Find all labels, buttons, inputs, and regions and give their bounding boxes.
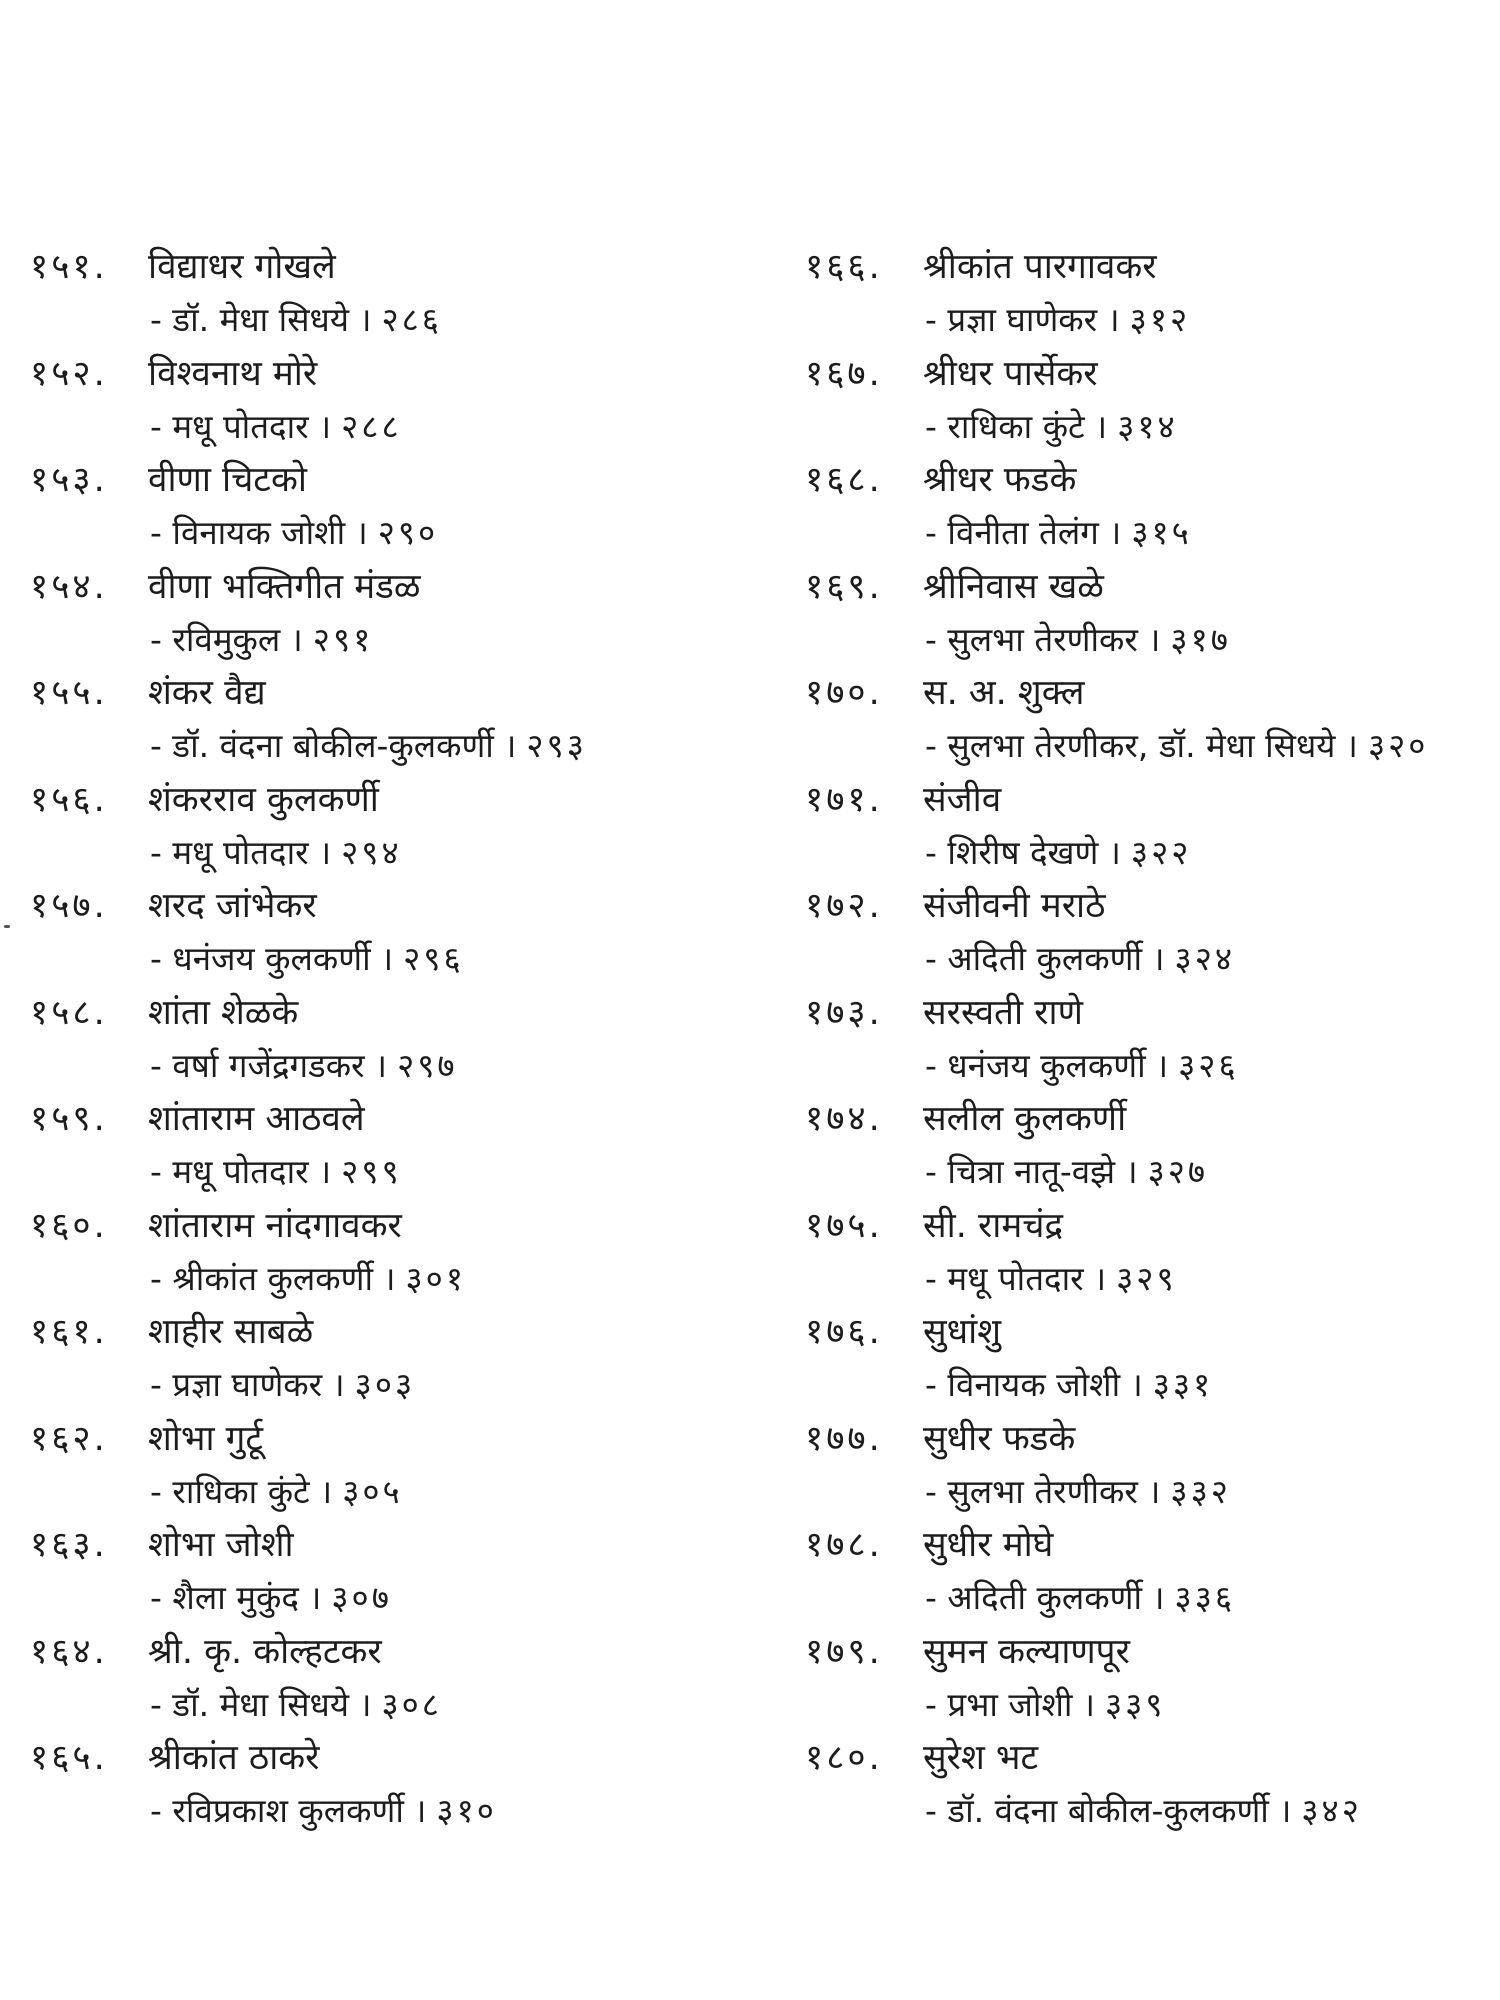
entry-author: प्रज्ञा घाणेकर — [947, 300, 1098, 339]
index-entry: १५९. शांताराम आठवले - मधू पोतदार । २९९ — [30, 1092, 770, 1199]
entry-number: १८०. — [805, 1738, 883, 1778]
entry-author: डॉ. वंदना बोकील-कुलकर्णी — [947, 1791, 1269, 1830]
entry-author: मधू पोतदार — [172, 832, 309, 872]
entry-page: २९४ — [341, 832, 402, 872]
entry-title: सलील कुलकर्णी — [923, 1099, 1127, 1139]
index-entry: १७६. सुधांशु - विनायक जोशी । ३३१ — [805, 1305, 1495, 1412]
entry-title: श्रीकांत ठाकरे — [148, 1738, 320, 1778]
index-entry: १६७. श्रीधर पार्सेकर - राधिका कुंटे । ३१४ — [805, 347, 1495, 454]
entry-page: ३०८ — [381, 1684, 442, 1724]
index-entry: १६८. श्रीधर फडके - विनीता तेलंग । ३१५ — [805, 453, 1495, 560]
entry-page: २८६ — [381, 300, 442, 339]
entry-number: १७०. — [805, 673, 883, 713]
entry-author: अदिती कुलकर्णी — [947, 939, 1143, 978]
entry-author: विनीता तेलंग — [947, 513, 1099, 552]
entry-page: ३०३ — [354, 1365, 416, 1404]
entry-page: ३२७ — [1147, 1152, 1209, 1191]
index-entry: १६४. श्री. कृ. कोल्हटकर - डॉ. मेधा सिधये । ३०८ — [30, 1625, 770, 1732]
entry-number: १७४. — [805, 1099, 883, 1139]
entry-author: मधू पोतदार — [172, 1152, 309, 1191]
entry-title: शाहीर साबळे — [148, 1312, 314, 1352]
entry-title: शोभा जोशी — [148, 1525, 294, 1565]
entry-title: शंकरराव कुलकर्णी — [148, 779, 379, 820]
index-entry: १६५. श्रीकांत ठाकरे - रविप्रकाश कुलकर्णी । ३१० — [30, 1731, 770, 1838]
entry-number: १६४. — [30, 1631, 108, 1672]
entry-author: डॉ. मेधा सिधये — [172, 300, 349, 339]
entry-page: ३०७ — [331, 1578, 392, 1617]
entry-number: १५६. — [30, 779, 108, 820]
index-entry: १७१. संजीव - शिरीष देखणे । ३२२ — [805, 773, 1495, 880]
entry-number: १६७. — [805, 353, 883, 394]
index-entry: १६३. शोभा जोशी - शैला मुकुंद । ३०७ — [30, 1518, 770, 1625]
right-column — [805, 240, 1495, 1838]
entry-title: शांताराम आठवले — [148, 1099, 365, 1139]
entry-author: विनायक जोशी — [172, 513, 346, 552]
index-entry: १५८. शांता शेळके - वर्षा गजेंद्रगडकर । २९७ — [30, 986, 770, 1093]
entry-title: श्रीनिवास खळे — [923, 566, 1104, 607]
entry-title: संजीव — [923, 779, 1002, 820]
index-entry: १६६. श्रीकांत पारगावकर - प्रज्ञा घाणेकर । ३१२ — [805, 240, 1495, 347]
index-entry: १७९. सुमन कल्याणपूर - प्रभा जोशी । ३३९ — [805, 1625, 1495, 1732]
entry-number: १५५. — [30, 673, 108, 713]
entry-page: २९३ — [526, 726, 587, 765]
entry-author: श्रीकांत कुलकर्णी — [172, 1258, 373, 1298]
entry-number: १६५. — [30, 1738, 108, 1778]
index-entry: १८०. सुरेश भट - डॉ. वंदना बोकील-कुलकर्णी । ३४२ — [805, 1731, 1495, 1838]
entry-title: शरद जांभेकर — [148, 886, 317, 926]
entry-author: राधिका कुंटे — [172, 1471, 310, 1511]
entry-title: शांता शेळके — [148, 992, 299, 1033]
index-entry: १६९. श्रीनिवास खळे - सुलभा तेरणीकर । ३१७ — [805, 560, 1495, 667]
entry-author: राधिका कुंटे — [947, 406, 1085, 446]
entry-page: २८८ — [341, 406, 402, 446]
entry-author: धनंजय कुलकर्णी — [172, 939, 371, 978]
entry-author: धनंजय कुलकर्णी — [947, 1045, 1146, 1085]
entry-title: विश्वनाथ मोरे — [148, 353, 318, 394]
entry-page: ३२४ — [1174, 939, 1236, 978]
entry-number: १५२. — [30, 353, 108, 394]
entry-number: १७५. — [805, 1205, 883, 1246]
entry-number: १५३. — [30, 460, 108, 500]
entry-author: मधू पोतदार — [947, 1258, 1084, 1298]
entry-page: ३०१ — [405, 1258, 466, 1298]
entry-title: शंकर वैद्य — [148, 673, 266, 713]
entry-page: ३२२ — [1130, 832, 1192, 872]
entry-number: १५४. — [30, 566, 108, 607]
entry-author: चित्रा नातू-वझे — [947, 1152, 1116, 1191]
entry-author: प्रभा जोशी — [947, 1684, 1073, 1724]
entry-author: विनायक जोशी — [947, 1365, 1121, 1404]
index-entry: १६२. शोभा गुर्टू - राधिका कुंटे । ३०५ — [30, 1412, 770, 1519]
entry-number: १५९. — [30, 1099, 108, 1139]
entry-author: रविप्रकाश कुलकर्णी — [172, 1791, 404, 1830]
entry-author: सुलभा तेरणीकर, डॉ. मेधा सिधये — [947, 726, 1336, 765]
index-entry: १७४. सलील कुलकर्णी - चित्रा नातू-वझे । ३२७ — [805, 1092, 1495, 1199]
entry-page: २९१ — [312, 619, 374, 659]
entry-page: ३३२ — [1170, 1471, 1231, 1511]
entry-number: १६२. — [30, 1418, 108, 1459]
entry-page: ३१४ — [1117, 406, 1178, 446]
entry-author: शिरीष देखणे — [947, 832, 1099, 872]
entry-number: १७२. — [805, 886, 883, 926]
entry-title: श्रीधर फडके — [923, 460, 1077, 500]
entry-title: श्रीधर पार्सेकर — [923, 353, 1098, 394]
entry-number: १६०. — [30, 1205, 108, 1246]
entry-author: प्रज्ञा घाणेकर — [172, 1365, 323, 1404]
entry-page: २९९ — [341, 1152, 402, 1191]
entry-title: वीणा भक्तिगीत मंडळ — [148, 566, 421, 607]
entry-title: सुधीर मोघे — [923, 1525, 1054, 1565]
entry-number: १५१. — [30, 247, 108, 287]
index-entry: १५५. शंकर वैद्य - डॉ. वंदना बोकील-कुलकर्णी । २९३ — [30, 666, 770, 773]
entry-page: २९६ — [403, 939, 464, 978]
entry-page: ३२९ — [1116, 1258, 1177, 1298]
left-column — [30, 240, 770, 1838]
index-entry: १५१. विद्याधर गोखले - डॉ. मेधा सिधये । २८६ — [30, 240, 770, 347]
entry-page: ३१२ — [1129, 300, 1191, 339]
entry-page: २९७ — [397, 1045, 458, 1085]
index-entry: १५७. शरद जांभेकर - धनंजय कुलकर्णी । २९६ — [30, 879, 770, 986]
entry-author: मधू पोतदार — [172, 406, 309, 446]
entry-title: शांताराम नांदगावकर — [148, 1205, 402, 1246]
entry-number: १७६. — [805, 1312, 883, 1352]
entry-title: वीणा चिटको — [148, 460, 307, 500]
entry-page: ३०५ — [342, 1471, 403, 1511]
entry-title: संजीवनी मराठे — [923, 886, 1106, 926]
entry-title: श्रीकांत पारगावकर — [923, 247, 1157, 287]
entry-number: १६६. — [805, 247, 883, 287]
entry-page: ३१७ — [1170, 619, 1231, 659]
entry-number: १५७. — [30, 886, 108, 926]
entry-author: डॉ. मेधा सिधये — [172, 1684, 349, 1724]
entry-number: १७८. — [805, 1525, 883, 1565]
entry-title: शोभा गुर्टू — [148, 1418, 264, 1459]
entry-number: १६९. — [805, 566, 883, 607]
entry-author: सुलभा तेरणीकर — [947, 1471, 1138, 1511]
entry-page: ३२० — [1367, 726, 1429, 765]
entry-author: अदिती कुलकर्णी — [947, 1578, 1143, 1617]
index-entry: १७०. स. अ. शुक्ल - सुलभा तेरणीकर, डॉ. मेधा सिधये । ३२० — [805, 666, 1495, 773]
index-entry: १५६. शंकरराव कुलकर्णी - मधू पोतदार । २९४ — [30, 773, 770, 880]
entry-page: ३१५ — [1131, 513, 1192, 552]
entry-title: सुमन कल्याणपूर — [923, 1631, 1130, 1672]
entry-title: सुधांशु — [923, 1312, 1002, 1352]
entry-title: श्री. कृ. कोल्हटकर — [148, 1631, 382, 1672]
entry-page: ३४२ — [1301, 1791, 1362, 1830]
entry-title: विद्याधर गोखले — [148, 247, 336, 287]
entry-page: ३३६ — [1174, 1578, 1236, 1617]
index-entry: १७७. सुधीर फडके - सुलभा तेरणीकर । ३३२ — [805, 1412, 1495, 1519]
entry-title: सुधीर फडके — [923, 1418, 1076, 1459]
index-entry: १७२. संजीवनी मराठे - अदिती कुलकर्णी । ३२४ — [805, 879, 1495, 986]
entry-author: डॉ. वंदना बोकील-कुलकर्णी — [172, 726, 494, 765]
entry-author: रविमुकुल — [172, 619, 281, 659]
entry-page: ३२६ — [1178, 1045, 1239, 1085]
entry-number: १७१. — [805, 779, 883, 820]
index-entry: १७३. सरस्वती राणे - धनंजय कुलकर्णी । ३२६ — [805, 986, 1495, 1093]
entry-number: १६३. — [30, 1525, 108, 1565]
entry-title: सुरेश भट — [923, 1738, 1039, 1778]
entry-number: १७९. — [805, 1631, 883, 1672]
entry-title: स. अ. शुक्ल — [923, 673, 1085, 713]
index-entry: १५३. वीणा चिटको - विनायक जोशी । २९० — [30, 453, 770, 560]
entry-number: १६८. — [805, 460, 883, 500]
entry-author: वर्षा गजेंद्रगडकर — [172, 1045, 365, 1085]
entry-title: सी. रामचंद्र — [923, 1205, 1064, 1246]
index-entry: १५४. वीणा भक्तिगीत मंडळ - रविमुकुल । २९१ — [30, 560, 770, 667]
entry-page: ३१० — [436, 1791, 497, 1830]
entry-author: सुलभा तेरणीकर — [947, 619, 1138, 659]
entry-number: १७७. — [805, 1418, 883, 1459]
index-entry: १६१. शाहीर साबळे - प्रज्ञा घाणेकर । ३०३ — [30, 1305, 770, 1412]
index-entry: १६०. शांताराम नांदगावकर - श्रीकांत कुलकर्णी । ३०१ — [30, 1199, 770, 1306]
index-entry: १७५. सी. रामचंद्र - मधू पोतदार । ३२९ — [805, 1199, 1495, 1306]
entry-number: १५८. — [30, 992, 108, 1033]
entry-number: १६१. — [30, 1312, 108, 1352]
index-entry: १७८. सुधीर मोघे - अदिती कुलकर्णी । ३३६ — [805, 1518, 1495, 1625]
entry-author: शैला मुकुंद — [172, 1578, 299, 1617]
index-entry: १५२. विश्वनाथ मोरे - मधू पोतदार । २८८ — [30, 347, 770, 454]
entry-number: १७३. — [805, 992, 883, 1033]
entry-page: ३३९ — [1104, 1684, 1166, 1724]
entry-page: २९० — [377, 513, 439, 552]
entry-title: सरस्वती राणे — [923, 992, 1083, 1033]
scan-mark — [4, 925, 10, 928]
entry-page: ३३१ — [1152, 1365, 1214, 1404]
